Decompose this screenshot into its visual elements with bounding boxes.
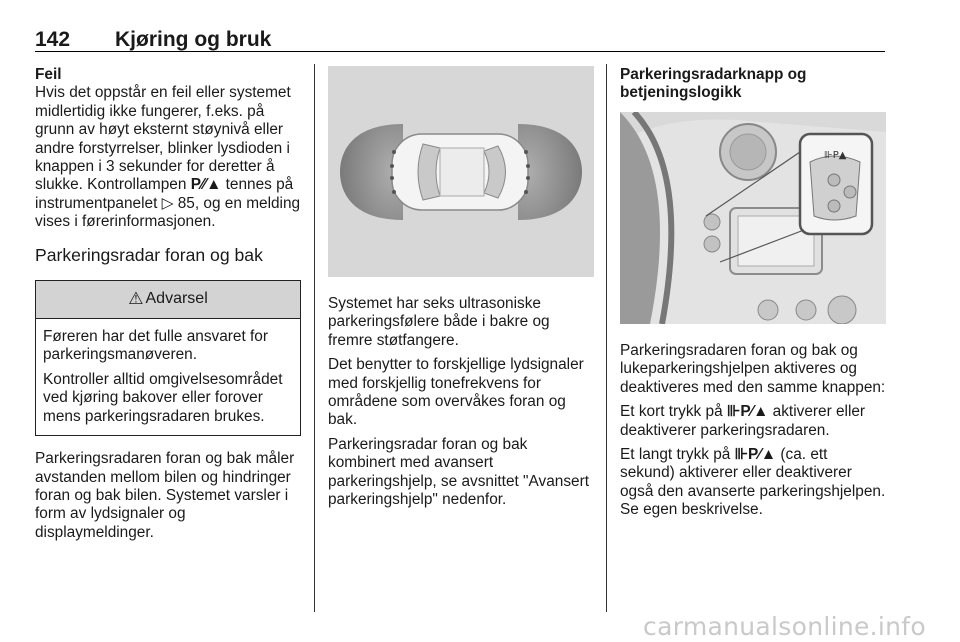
dashboard-icon [620,112,886,324]
parking-button-icon: ⊪P⁄▲ [734,446,777,464]
button-logic-heading: Parkeringsradarknapp og betjeningslogikk [620,66,807,101]
section-heading: Parkeringsradar foran og bak [35,244,263,265]
chapter-title: Kjøring og bruk [115,28,272,51]
signal-paragraph: Det benytter to forskjellige lydsignaler med forskjellig tonefrekvens for områdene som overvåkes foran og bak. [328,356,584,429]
dashboard-button-illustration [620,112,886,324]
long-press-text-b: (ca. ett sekund) aktiverer eller deaktiverer også den avanserte parkeringshjelpen. Se egen beskrivelse. [620,446,886,519]
error-text-1: Hvis det oppstår en feil eller systemet midlertidig ikke fungerer, f.eks. på grunn av høyt eksternt støynivå eller andre forstyrrelser, blinker lysdioden i knappen i 3 sekunder for deretter å slukke. Kontrollampen [35,84,291,194]
page-number: 142 [35,28,71,51]
column-1 [35,66,301,548]
page-reference-link[interactable]: ▷ 85 [161,194,195,212]
warning-paragraph: Føreren har det fulle ansvaret for parkeringsmanøveren. [43,328,268,364]
short-press-paragraph [620,403,886,440]
column-2 [328,66,594,515]
parking-warning-lamp-icon: P⁄⁄▲ [190,176,222,194]
parking-radar-illustration [328,66,594,277]
warning-body [36,319,300,435]
error-paragraph [35,84,301,231]
warning-title: Advarsel [145,290,208,308]
column-3 [620,66,886,526]
warning-box [35,280,301,436]
watermark: carmanualsonline.info [643,612,926,641]
warning-paragraph: Kontroller alltid omgivelsesområdet ved kjøring bakover eller forover mens parkeringsradaren brukes. [43,370,283,425]
error-text-3: , og en melding vises i førerinformasjonen. [35,194,301,231]
long-press-paragraph [620,446,886,520]
page-header [35,24,885,54]
car-top-view-icon [328,66,594,277]
column-divider-1 [314,64,315,612]
error-heading: Feil [35,66,62,83]
long-press-text-a: Et langt trykk på [620,446,735,464]
short-press-text-b: aktiverer eller deaktiverer parkeringsradaren. [620,403,866,439]
button-paragraph: Parkeringsradaren foran og bak og lukeparkeringshjelpen aktiveres og deaktiveres med den samme knappen: [620,342,886,396]
warning-triangle-icon: ⚠ [128,289,144,309]
warning-header [36,281,300,319]
sensor-paragraph: Systemet har seks ultrasoniske parkeringsfølere både i bakre og fremre støtfangere. [328,295,550,349]
radar-description: Parkeringsradaren foran og bak måler avstanden mellom bilen og hindringer foran og bak bilen. Systemet varsler i form av lydsignaler og displaymeldinger. [35,450,295,541]
svg-text:⊪P▲: ⊪P▲ [824,150,847,161]
error-text-2: tennes på instrumentpanelet [35,176,294,212]
column-divider-2 [606,64,607,612]
parking-button-icon: ⊪P⁄▲ [726,403,769,421]
advanced-paragraph: Parkeringsradar foran og bak kombinert med avansert parkeringshjelp, se avsnittet "Avansert parkeringshjelp" nedenfor. [328,435,589,509]
short-press-text-a: Et kort trykk på [620,403,727,421]
header-rule [35,51,885,52]
